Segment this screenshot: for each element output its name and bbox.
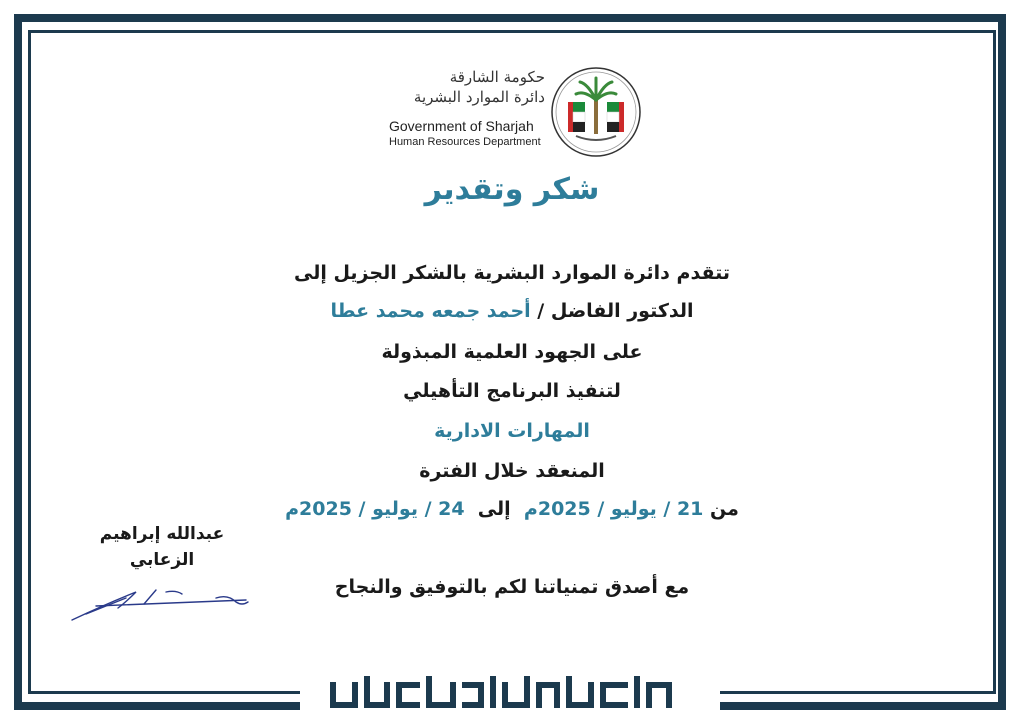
- header-english-line1: Government of Sharjah: [389, 118, 534, 134]
- body-line-1: تتقدم دائرة الموارد البشرية بالشكر الجزيل إلى: [293, 262, 731, 284]
- certificate-title: شكر وتقدير: [424, 172, 600, 207]
- body-line-2: [0, 300, 1024, 322]
- signer-name-line2: الزعابي: [129, 550, 195, 570]
- signer-name-line1: عبدالله إبراهيم: [99, 524, 225, 544]
- header-arabic-line2: دائرة الموارد البشرية: [413, 88, 545, 106]
- footer-logo: [330, 672, 680, 712]
- signature-icon: [66, 578, 256, 628]
- body-line-3: على الجهود العلمية المبذولة: [381, 341, 643, 363]
- recipient-prefix: الدكتور الفاضل /: [530, 300, 694, 322]
- header-arabic-line1: حكومة الشارقة: [449, 68, 545, 86]
- period-from-date: 21 / يوليو / 2025م: [523, 498, 704, 520]
- body-line-6: المنعقد خلال الفترة: [419, 460, 605, 482]
- body-line-4: لتنفيذ البرنامج التأهيلي: [403, 380, 621, 402]
- period-line: [0, 498, 1024, 520]
- recipient-name: أحمد جمعه محمد عطا: [330, 300, 531, 322]
- period-to-date: 24 / يوليو / 2025م: [285, 498, 465, 520]
- period-from-label: من: [703, 498, 739, 520]
- sharjah-emblem-icon: [550, 66, 642, 158]
- period-to-label: إلى: [464, 498, 524, 520]
- closing-line: مع أصدق تمنياتنا لكم بالتوفيق والنجاح: [334, 576, 690, 598]
- header-english-line2: Human Resources Department: [389, 136, 541, 148]
- program-name: المهارات الادارية: [434, 420, 590, 442]
